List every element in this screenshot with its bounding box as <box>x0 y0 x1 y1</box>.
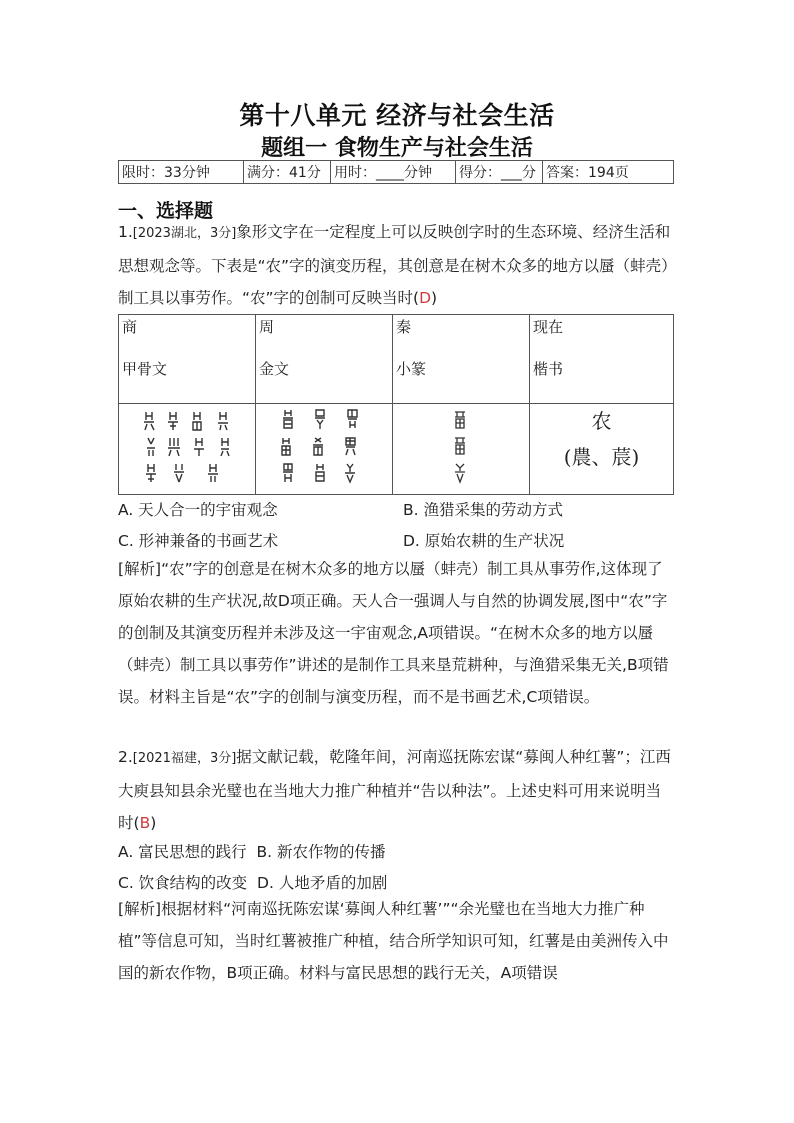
q2-stem-text: 据文献记载，乾隆年间，河南巡抚陈宏谋“募闽人种红薯”；江西大庾县知县余光璧也在当地大力推广种植并“告以种法”。上述史料可用来说明当时( <box>118 748 671 832</box>
q2-option-c[interactable]: C. 饮食结构的改变 <box>118 874 248 892</box>
score: 得分：___分 <box>456 161 543 184</box>
q1-option-d[interactable]: D. 原始农耕的生产状况 <box>403 532 565 550</box>
oracle-bone-glyphs-image <box>122 406 252 486</box>
q2-option-d[interactable]: D. 人地矛盾的加剧 <box>257 874 388 892</box>
script-label: 小篆 <box>396 360 427 378</box>
col-shang <box>119 315 256 404</box>
q1-number: 1. <box>118 223 133 241</box>
small-seal-glyphs <box>393 404 530 495</box>
script-label: 甲骨文 <box>122 360 168 378</box>
unit-title: 第十八单元 经济与社会生活 <box>239 101 555 130</box>
script-label: 金文 <box>259 360 290 378</box>
q2-answer: B <box>139 814 151 832</box>
q1-answer: D <box>419 289 432 307</box>
modern-variants: (農、莀) <box>563 445 640 469</box>
info-bar <box>118 160 674 184</box>
q1-stem-close: ) <box>431 289 438 307</box>
q1-stem-text: 象形文字在一定程度上可以反映创字时的生态环境、经济生活和思想观念等。下表是“农”字的演变历程，其创意是在树木众多的地方以蜃（蚌壳）制工具以事劳作。“农”字的创制可反映当时( <box>118 223 671 307</box>
group-title: 题组一 食物生产与社会生活 <box>261 136 533 161</box>
time-limit: 限时：33分钟 <box>119 161 244 184</box>
q1-option-b[interactable]: B. 渔猎采集的劳动方式 <box>403 501 563 519</box>
q2-options-row2 <box>118 871 387 893</box>
small-seal-glyphs-image <box>396 406 526 486</box>
q2-option-a[interactable]: A. 富民思想的践行 <box>118 843 247 861</box>
col-now <box>530 315 674 404</box>
q1-source: [2023湖北，3分] <box>132 226 237 241</box>
era-label: 周 <box>259 318 275 336</box>
q1-option-c[interactable]: C. 形神兼备的书画艺术 <box>118 532 279 550</box>
era-label: 秦 <box>396 318 412 336</box>
q2-options-row1 <box>118 840 386 862</box>
oracle-bone-glyphs <box>119 404 256 495</box>
era-label: 商 <box>122 318 138 336</box>
q2-stem-close: ) <box>150 814 157 832</box>
question-1-stem <box>118 216 674 314</box>
bronze-script-glyphs <box>256 404 393 495</box>
bronze-script-glyphs-image <box>259 406 389 486</box>
question-2-stem <box>118 741 674 839</box>
col-zhou <box>256 315 393 404</box>
q2-source: [2021福建，3分] <box>132 751 237 766</box>
q1-analysis: [解析]“农”字的创意是在树木众多的地方以蜃（蚌壳）制工具从事劳作,这体现了原始农耕的生产状况,故D项正确。天人合一强调人与自然的协调发展,图中“农”字的创制及其演变历程并未涉及这一宇宙观念,A项错误。“在树木众多的地方以蜃（蚌壳）制工具以事劳作”讲述的是制作工具来垦荒耕种，与渔猎采集无关,B项错误。材料主旨是“农”字的创制与演变历程，而不是书画艺术,C项错误。 <box>118 560 669 706</box>
q1-option-a[interactable]: A. 天人合一的宇宙观念 <box>118 501 278 519</box>
q2-number: 2. <box>118 748 133 766</box>
modern-character: 农 <box>591 409 612 433</box>
q2-analysis: [解析]根据材料“河南巡抚陈宏谋‘募闽人种红薯’”“余光璧也在当地大力推广种植”等信息可知，当时红薯被推广种植，结合所学知识可知，红薯是由美洲传入中国的新农作物，B项正确。材料与富民思想的践行无关，A项错误 <box>118 900 669 982</box>
era-label: 现在 <box>533 318 564 336</box>
col-qin <box>393 315 530 404</box>
full-score: 满分：41分 <box>244 161 331 184</box>
section-title: 一、选择题 <box>118 200 214 222</box>
answer-page: 答案：194页 <box>543 161 674 184</box>
q2-option-b[interactable]: B. 新农作物的传播 <box>256 843 386 861</box>
time-used: 用时：____分钟 <box>331 161 456 184</box>
regular-script-cell <box>530 404 674 495</box>
script-label: 楷书 <box>533 360 564 378</box>
evolution-table <box>118 314 674 495</box>
